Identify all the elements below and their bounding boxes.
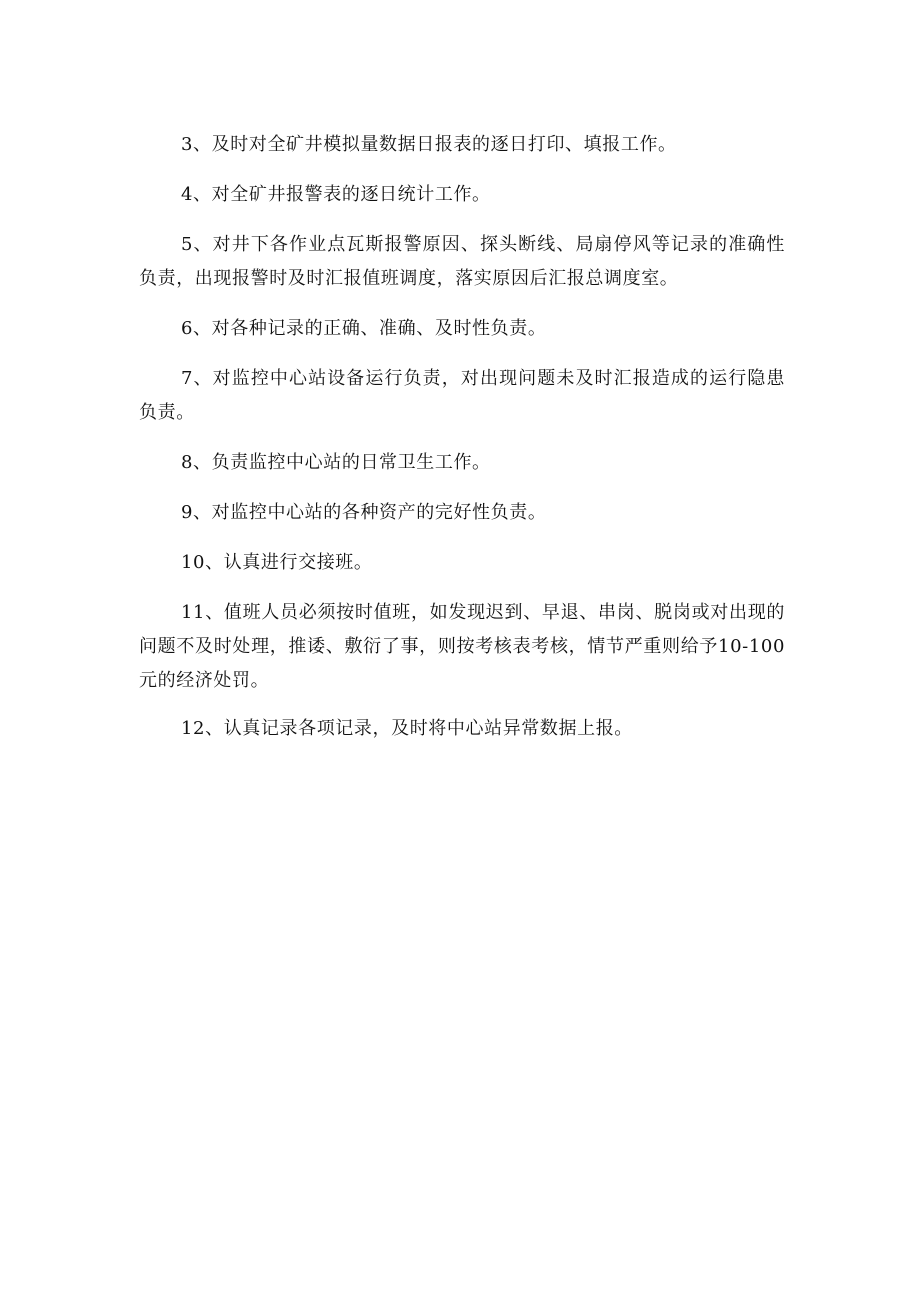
paragraph-item-8: 8、负责监控中心站的日常卫生工作。: [181, 452, 491, 473]
paragraph-item-10: 10、认真进行交接班。: [181, 552, 373, 573]
paragraph-item-4: 4、对全矿井报警表的逐日统计工作。: [181, 184, 491, 205]
paragraph-item-5: 5、对井下各作业点瓦斯报警原因、探头断线、局扇停风等记录的准确性负责，出现报警时及时汇报值班调度，落实原因后汇报总调度室。: [139, 234, 785, 289]
paragraph-item-3: 3、及时对全矿井模拟量数据日报表的逐日打印、填报工作。: [181, 134, 677, 155]
paragraph-item-12: 12、认真记录各项记录，及时将中心站异常数据上报。: [181, 718, 633, 739]
paragraph-item-11: 11、值班人员必须按时值班，如发现迟到、早退、串岗、脱岗或对出现的问题不及时处理，推诿、敷衍了事，则按考核表考核，情节严重则给予10-100元的经济处罚。: [139, 602, 785, 691]
paragraph-item-7: 7、对监控中心站设备运行负责，对出现问题未及时汇报造成的运行隐患负责。: [139, 368, 785, 423]
paragraph-item-9: 9、对监控中心站的各种资产的完好性负责。: [181, 502, 547, 523]
document-body: [139, 128, 785, 762]
paragraph-item-6: 6、对各种记录的正确、准确、及时性负责。: [181, 318, 547, 339]
